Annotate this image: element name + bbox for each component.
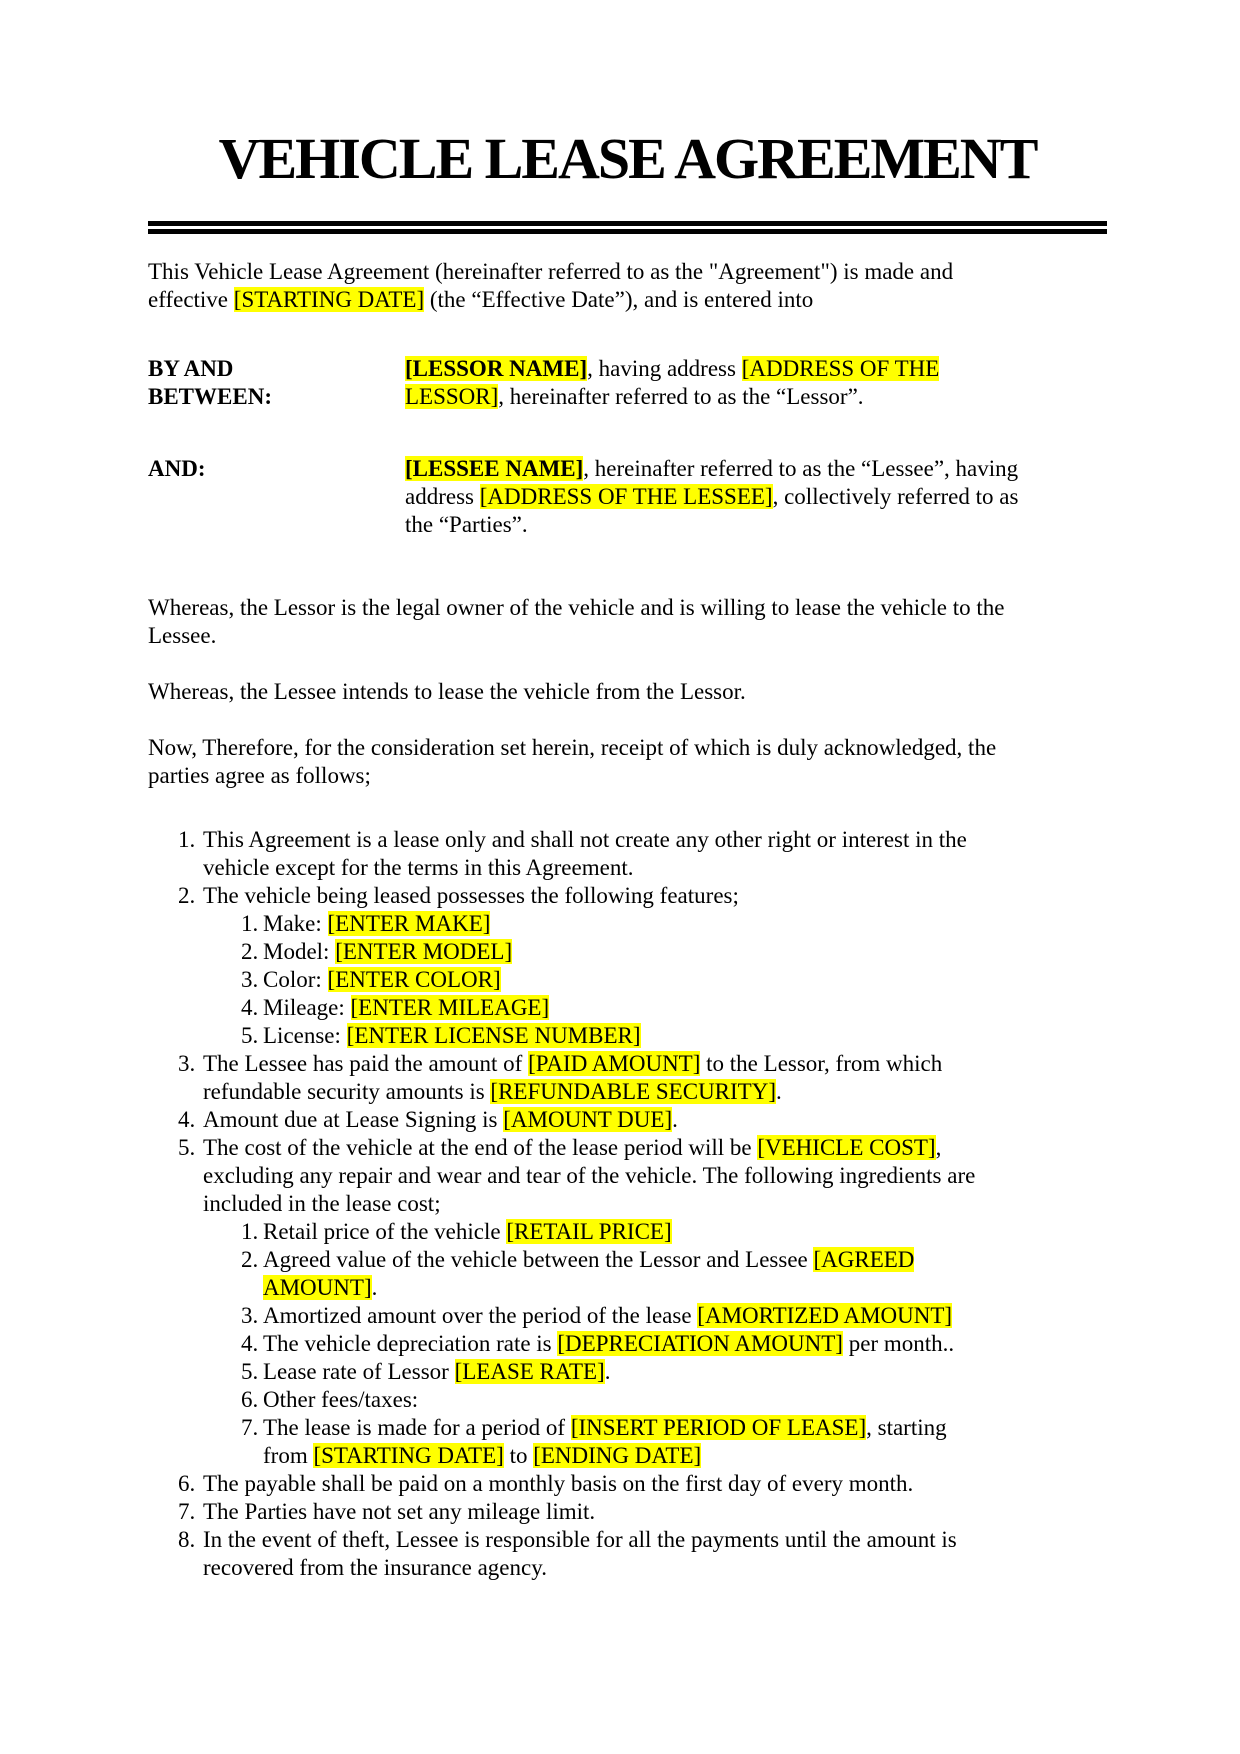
sub-term-item [203, 1386, 1107, 1414]
list-number: 3. [241, 1303, 259, 1328]
text-line [405, 511, 1107, 539]
text-run: This Vehicle Lease Agreement (hereinafter referred to as the "Agreement") is made and [148, 259, 954, 284]
text-run: Lease rate of Lessor [263, 1359, 455, 1384]
recitals-section [148, 594, 1107, 790]
party-text [405, 455, 1107, 539]
placeholder-field[interactable]: [LEASE RATE] [454, 1359, 605, 1384]
text-run: The lease is made for a period of [263, 1415, 571, 1440]
text-run: This Agreement is a lease only and shall not create any other right or interest in the [203, 827, 967, 852]
sub-term-item [203, 938, 1107, 966]
term-text [263, 938, 1107, 966]
parties-section [148, 355, 1107, 539]
list-number: 1. [241, 911, 259, 936]
text-line [263, 1274, 1107, 1302]
text-run: the “Parties”. [405, 512, 528, 537]
text-line [148, 762, 1107, 790]
sub-term-item [203, 994, 1107, 1022]
list-number: 5. [241, 1359, 259, 1384]
text-run: Amount due at Lease Signing is [203, 1107, 504, 1132]
text-run: Other fees/taxes: [263, 1387, 419, 1412]
text-run: (the “Effective Date”), and is entered into [424, 287, 814, 312]
placeholder-field[interactable]: [ENTER MODEL] [335, 939, 513, 964]
text-run: License: [263, 1023, 347, 1048]
placeholder-field[interactable]: [VEHICLE COST] [757, 1135, 936, 1160]
term-text [263, 1246, 1107, 1302]
text-run: , [935, 1135, 942, 1160]
text-line [263, 938, 1107, 966]
text-run: The vehicle being leased possesses the following features; [203, 883, 739, 908]
text-run: The payable shall be paid on a monthly basis on the first day of every month. [203, 1471, 914, 1496]
text-run: The vehicle depreciation rate is [263, 1331, 558, 1356]
text-run: . [604, 1359, 611, 1384]
list-number: 3. [178, 1051, 196, 1076]
term-text [203, 1470, 1107, 1498]
term-text [203, 1106, 1107, 1134]
text-line [263, 1358, 1107, 1386]
sub-term-item [203, 1246, 1107, 1302]
text-run: Now, Therefore, for the consideration set herein, receipt of which is duly acknowledged, the [148, 735, 997, 760]
placeholder-field[interactable]: [ENTER MILEAGE] [350, 995, 550, 1020]
text-run: , collectively referred to as [772, 484, 1019, 509]
text-run: . [672, 1107, 678, 1132]
placeholder-field[interactable]: [AMORTIZED AMOUNT] [697, 1303, 953, 1328]
term-item [148, 826, 1107, 882]
text-run: . [371, 1275, 378, 1300]
placeholder-field[interactable]: [RETAIL PRICE] [506, 1219, 672, 1244]
text-run: , having address [587, 356, 742, 381]
recital-paragraph [148, 594, 1107, 650]
text-run: vehicle except for the terms in this Agreement. [203, 855, 634, 880]
text-line [148, 734, 1107, 762]
recital-paragraph [148, 678, 1107, 706]
placeholder-field[interactable]: [AGREED [813, 1247, 915, 1272]
term-text [203, 1498, 1107, 1526]
text-run: Mileage: [263, 995, 351, 1020]
text-line [263, 1442, 1107, 1470]
text-run: Retail price of the vehicle [263, 1219, 507, 1244]
party-block-lessor [148, 355, 1107, 411]
placeholder-field[interactable]: [AMOUNT DUE] [503, 1107, 673, 1132]
term-text [203, 882, 1107, 1050]
text-line [148, 622, 1107, 650]
text-line [148, 594, 1107, 622]
placeholder-field[interactable]: [REFUNDABLE SECURITY] [490, 1079, 777, 1104]
placeholder-field[interactable]: [LESSEE NAME] [405, 456, 584, 481]
placeholder-field[interactable]: [ENTER COLOR] [327, 967, 501, 992]
term-text [263, 1022, 1107, 1050]
placeholder-field[interactable]: [INSERT PERIOD OF LEASE] [570, 1415, 867, 1440]
text-line [203, 1498, 1107, 1526]
text-run: refundable security amounts is [203, 1079, 491, 1104]
sub-term-item [203, 910, 1107, 938]
placeholder-field[interactable]: [DEPRECIATION AMOUNT] [557, 1331, 843, 1356]
list-number: 1. [241, 1219, 259, 1244]
term-item [148, 1134, 1107, 1470]
text-line [203, 1162, 1107, 1190]
text-line: AND: [148, 456, 206, 481]
text-run: The Parties have not set any mileage limit. [203, 1499, 596, 1524]
text-run: , hereinafter referred to as the “Lessee”, having [583, 456, 1019, 481]
text-line [203, 1050, 1107, 1078]
text-line [148, 286, 1107, 314]
text-line [263, 966, 1107, 994]
sub-term-item [203, 1330, 1107, 1358]
term-item [148, 1498, 1107, 1526]
text-line [203, 1106, 1107, 1134]
term-text [263, 966, 1107, 994]
placeholder-field[interactable]: [STARTING DATE] [233, 287, 425, 312]
placeholder-field[interactable]: [ADDRESS OF THE [741, 356, 940, 381]
sub-term-item [203, 1302, 1107, 1330]
text-line [263, 1022, 1107, 1050]
text-run: recovered from the insurance agency. [203, 1555, 547, 1580]
text-run: excluding any repair and wear and tear of the vehicle. The following ingredients are [203, 1163, 976, 1188]
term-item [148, 1526, 1107, 1582]
list-number: 1. [178, 827, 196, 852]
term-item [148, 882, 1107, 1050]
text-line [203, 1078, 1107, 1106]
text-run: effective [148, 287, 234, 312]
text-line [405, 355, 1107, 383]
document-title: VEHICLE LEASE AGREEMENT [218, 126, 1037, 191]
list-number: 2. [241, 1247, 259, 1272]
text-line [263, 994, 1107, 1022]
text-run: The Lessee has paid the amount of [203, 1051, 529, 1076]
term-item [148, 1106, 1107, 1134]
term-text [203, 826, 1107, 882]
text-run: to the Lessor, from which [700, 1051, 943, 1076]
recital-paragraph [148, 734, 1107, 790]
list-number: 4. [241, 995, 259, 1020]
terms-list [148, 826, 1107, 1582]
intro-paragraph [148, 258, 1107, 314]
text-run: Model: [263, 939, 336, 964]
term-text [263, 994, 1107, 1022]
party-label [148, 455, 405, 539]
text-line [405, 383, 1107, 411]
text-run: to [503, 1443, 534, 1468]
term-text [203, 1134, 1107, 1470]
list-number: 5. [241, 1023, 259, 1048]
text-line [263, 1386, 1107, 1414]
party-label [148, 355, 405, 411]
term-text [263, 1330, 1107, 1358]
text-run: per month.. [842, 1331, 955, 1356]
text-run: Lessee. [148, 623, 217, 648]
text-line [263, 1302, 1107, 1330]
text-line [203, 1190, 1107, 1218]
sub-term-item [203, 1218, 1107, 1246]
text-line [263, 1218, 1107, 1246]
list-number: 7. [178, 1499, 196, 1524]
term-text [263, 1302, 1107, 1330]
text-line [263, 1414, 1107, 1442]
text-line [148, 678, 1107, 706]
text-line [263, 910, 1107, 938]
term-item [148, 1050, 1107, 1106]
list-number: 7. [241, 1415, 259, 1440]
text-run: parties agree as follows; [148, 763, 371, 788]
text-line [203, 1134, 1107, 1162]
list-number: 2. [178, 883, 196, 908]
text-run: In the event of theft, Lessee is responsible for all the payments until the amount is [203, 1527, 957, 1552]
term-text [263, 1358, 1107, 1386]
title-divider [148, 221, 1107, 234]
text-run: address [405, 484, 480, 509]
text-run: Whereas, the Lessor is the legal owner of the vehicle and is willing to lease the vehicle to the [148, 595, 1005, 620]
text-line [203, 854, 1107, 882]
text-run: Agreed value of the vehicle between the Lessor and Lessee [263, 1247, 814, 1272]
placeholder-field[interactable]: [STARTING DATE] [313, 1443, 504, 1468]
text-line [203, 1470, 1107, 1498]
sub-term-item [203, 1414, 1107, 1470]
text-line [203, 1554, 1107, 1582]
text-line [263, 1246, 1107, 1274]
text-run: The cost of the vehicle at the end of the lease period will be [203, 1135, 758, 1160]
text-run: Make: [263, 911, 328, 936]
list-number: 6. [178, 1471, 196, 1496]
list-number: 2. [241, 939, 259, 964]
text-line [263, 1330, 1107, 1358]
text-line [148, 258, 1107, 286]
placeholder-field[interactable]: [ADDRESS OF THE LESSEE] [479, 484, 773, 509]
term-text [263, 1218, 1107, 1246]
party-block-lessee [148, 455, 1107, 539]
list-number: 4. [178, 1107, 196, 1132]
text-line [203, 1526, 1107, 1554]
term-item [148, 1470, 1107, 1498]
term-text [263, 1414, 1107, 1470]
text-line [203, 826, 1107, 854]
list-number: 6. [241, 1387, 259, 1412]
sub-term-item [203, 966, 1107, 994]
placeholder-field[interactable]: [PAID AMOUNT] [528, 1051, 701, 1076]
text-run: , starting [866, 1415, 947, 1440]
placeholder-field[interactable]: [LESSOR NAME] [405, 356, 588, 381]
text-run: , hereinafter referred to as the “Lessor”. [498, 384, 864, 409]
placeholder-field[interactable]: [ENTER MAKE] [327, 911, 491, 936]
sub-term-item [203, 1022, 1107, 1050]
list-number: 4. [241, 1331, 259, 1356]
text-run: included in the lease cost; [203, 1191, 441, 1216]
text-run: Amortized amount over the period of the lease [263, 1303, 698, 1328]
text-run: Whereas, the Lessee intends to lease the vehicle from the Lessor. [148, 679, 746, 704]
placeholder-field[interactable]: LESSOR] [405, 384, 499, 409]
term-text [203, 1050, 1107, 1106]
text-line: BY AND [148, 356, 234, 381]
text-run: Color: [263, 967, 328, 992]
text-run: . [776, 1079, 782, 1104]
term-text [203, 1526, 1107, 1582]
placeholder-field[interactable]: [ENDING DATE] [533, 1443, 702, 1468]
text-run: from [263, 1443, 314, 1468]
text-line [405, 483, 1107, 511]
text-line: BETWEEN: [148, 384, 272, 409]
text-line [405, 455, 1107, 483]
list-number: 5. [178, 1135, 196, 1160]
placeholder-field[interactable]: AMOUNT] [263, 1275, 372, 1300]
term-text [263, 910, 1107, 938]
term-text [263, 1386, 1107, 1414]
list-number: 3. [241, 967, 259, 992]
placeholder-field[interactable]: [ENTER LICENSE NUMBER] [346, 1023, 641, 1048]
list-number: 8. [178, 1527, 196, 1552]
text-line [203, 882, 1107, 910]
sub-term-item [203, 1358, 1107, 1386]
party-text [405, 355, 1107, 411]
